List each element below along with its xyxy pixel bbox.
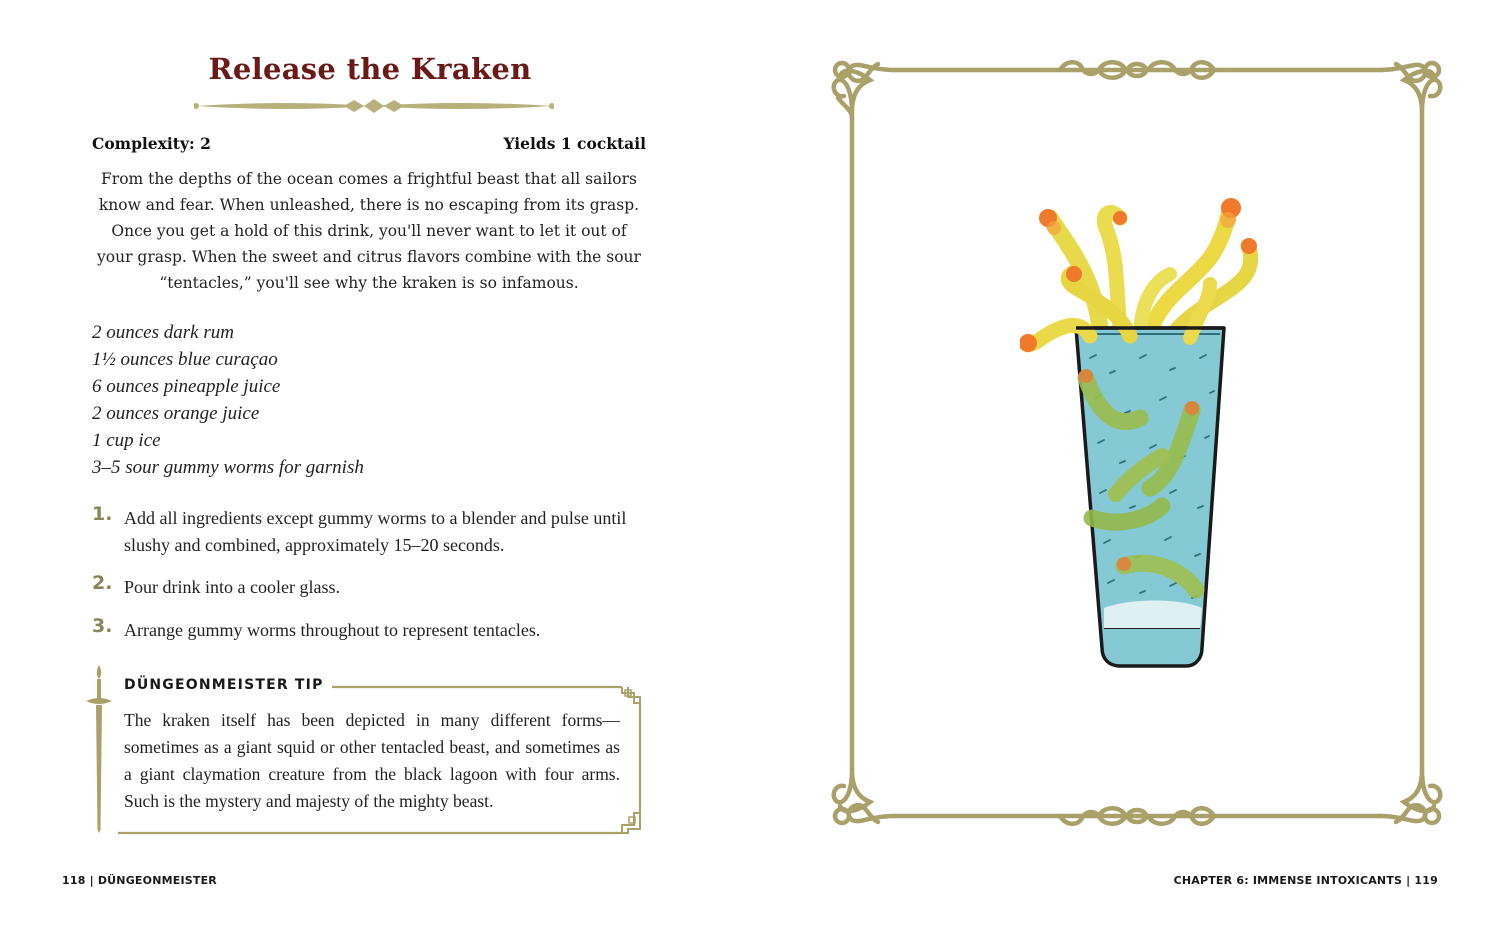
ingredient-item: 1½ ounces blue curaçao bbox=[92, 349, 278, 370]
step-number: 2. bbox=[92, 572, 113, 594]
cocktail-glass-with-gummy-worms bbox=[1020, 188, 1270, 693]
ingredient-item: 2 ounces dark rum bbox=[92, 322, 234, 343]
footer-left-page-number: 118 | DÜNGEONMEISTER bbox=[62, 874, 217, 887]
ingredient-item: 3–5 sour gummy worms for garnish bbox=[92, 457, 364, 478]
title-divider-ornament bbox=[194, 96, 554, 116]
step-text: Add all ingredients except gummy worms to a blender and pulse until slushy and combined, approximately 15–20 seconds. bbox=[124, 508, 627, 555]
tip-body: The kraken itself has been depicted in many different forms—sometimes as a giant squid or other tentacled beast, and sometimes as a giant claymation creature from the black lagoon with four arms. Such is the mystery and majesty of the mighty beast. bbox=[124, 710, 620, 811]
step-number: 1. bbox=[92, 503, 113, 525]
recipe-title: Release the Kraken bbox=[208, 52, 532, 86]
step-text: Arrange gummy worms throughout to represent tentacles. bbox=[124, 620, 541, 640]
ingredient-item: 6 ounces pineapple juice bbox=[92, 376, 281, 397]
complexity-label: Complexity: 2 bbox=[92, 134, 211, 153]
sword-icon bbox=[86, 665, 112, 833]
ingredient-list bbox=[92, 319, 364, 481]
step-number: 3. bbox=[92, 615, 113, 637]
ingredient-item: 1 cup ice bbox=[92, 430, 161, 451]
tip-heading: DÜNGEONMEISTER TIP bbox=[124, 677, 332, 693]
footer-right-page-number: CHAPTER 6: IMMENSE INTOXICANTS | 119 bbox=[1173, 874, 1438, 887]
step-text: Pour drink into a cooler glass. bbox=[124, 577, 340, 597]
yield-label: Yields 1 cocktail bbox=[503, 134, 646, 153]
recipe-intro: From the depths of the ocean comes a frightful beast that all sailors know and fear. When unleashed, there is no escaping from its grasp. Once you get a hold of this drink, you'll never want to let it out of your grasp. When the sweet and citrus flavors combine with the sour “tentacles,” you'll see why the kraken is so infamous. bbox=[97, 170, 641, 292]
ingredient-item: 2 ounces orange juice bbox=[92, 403, 260, 424]
